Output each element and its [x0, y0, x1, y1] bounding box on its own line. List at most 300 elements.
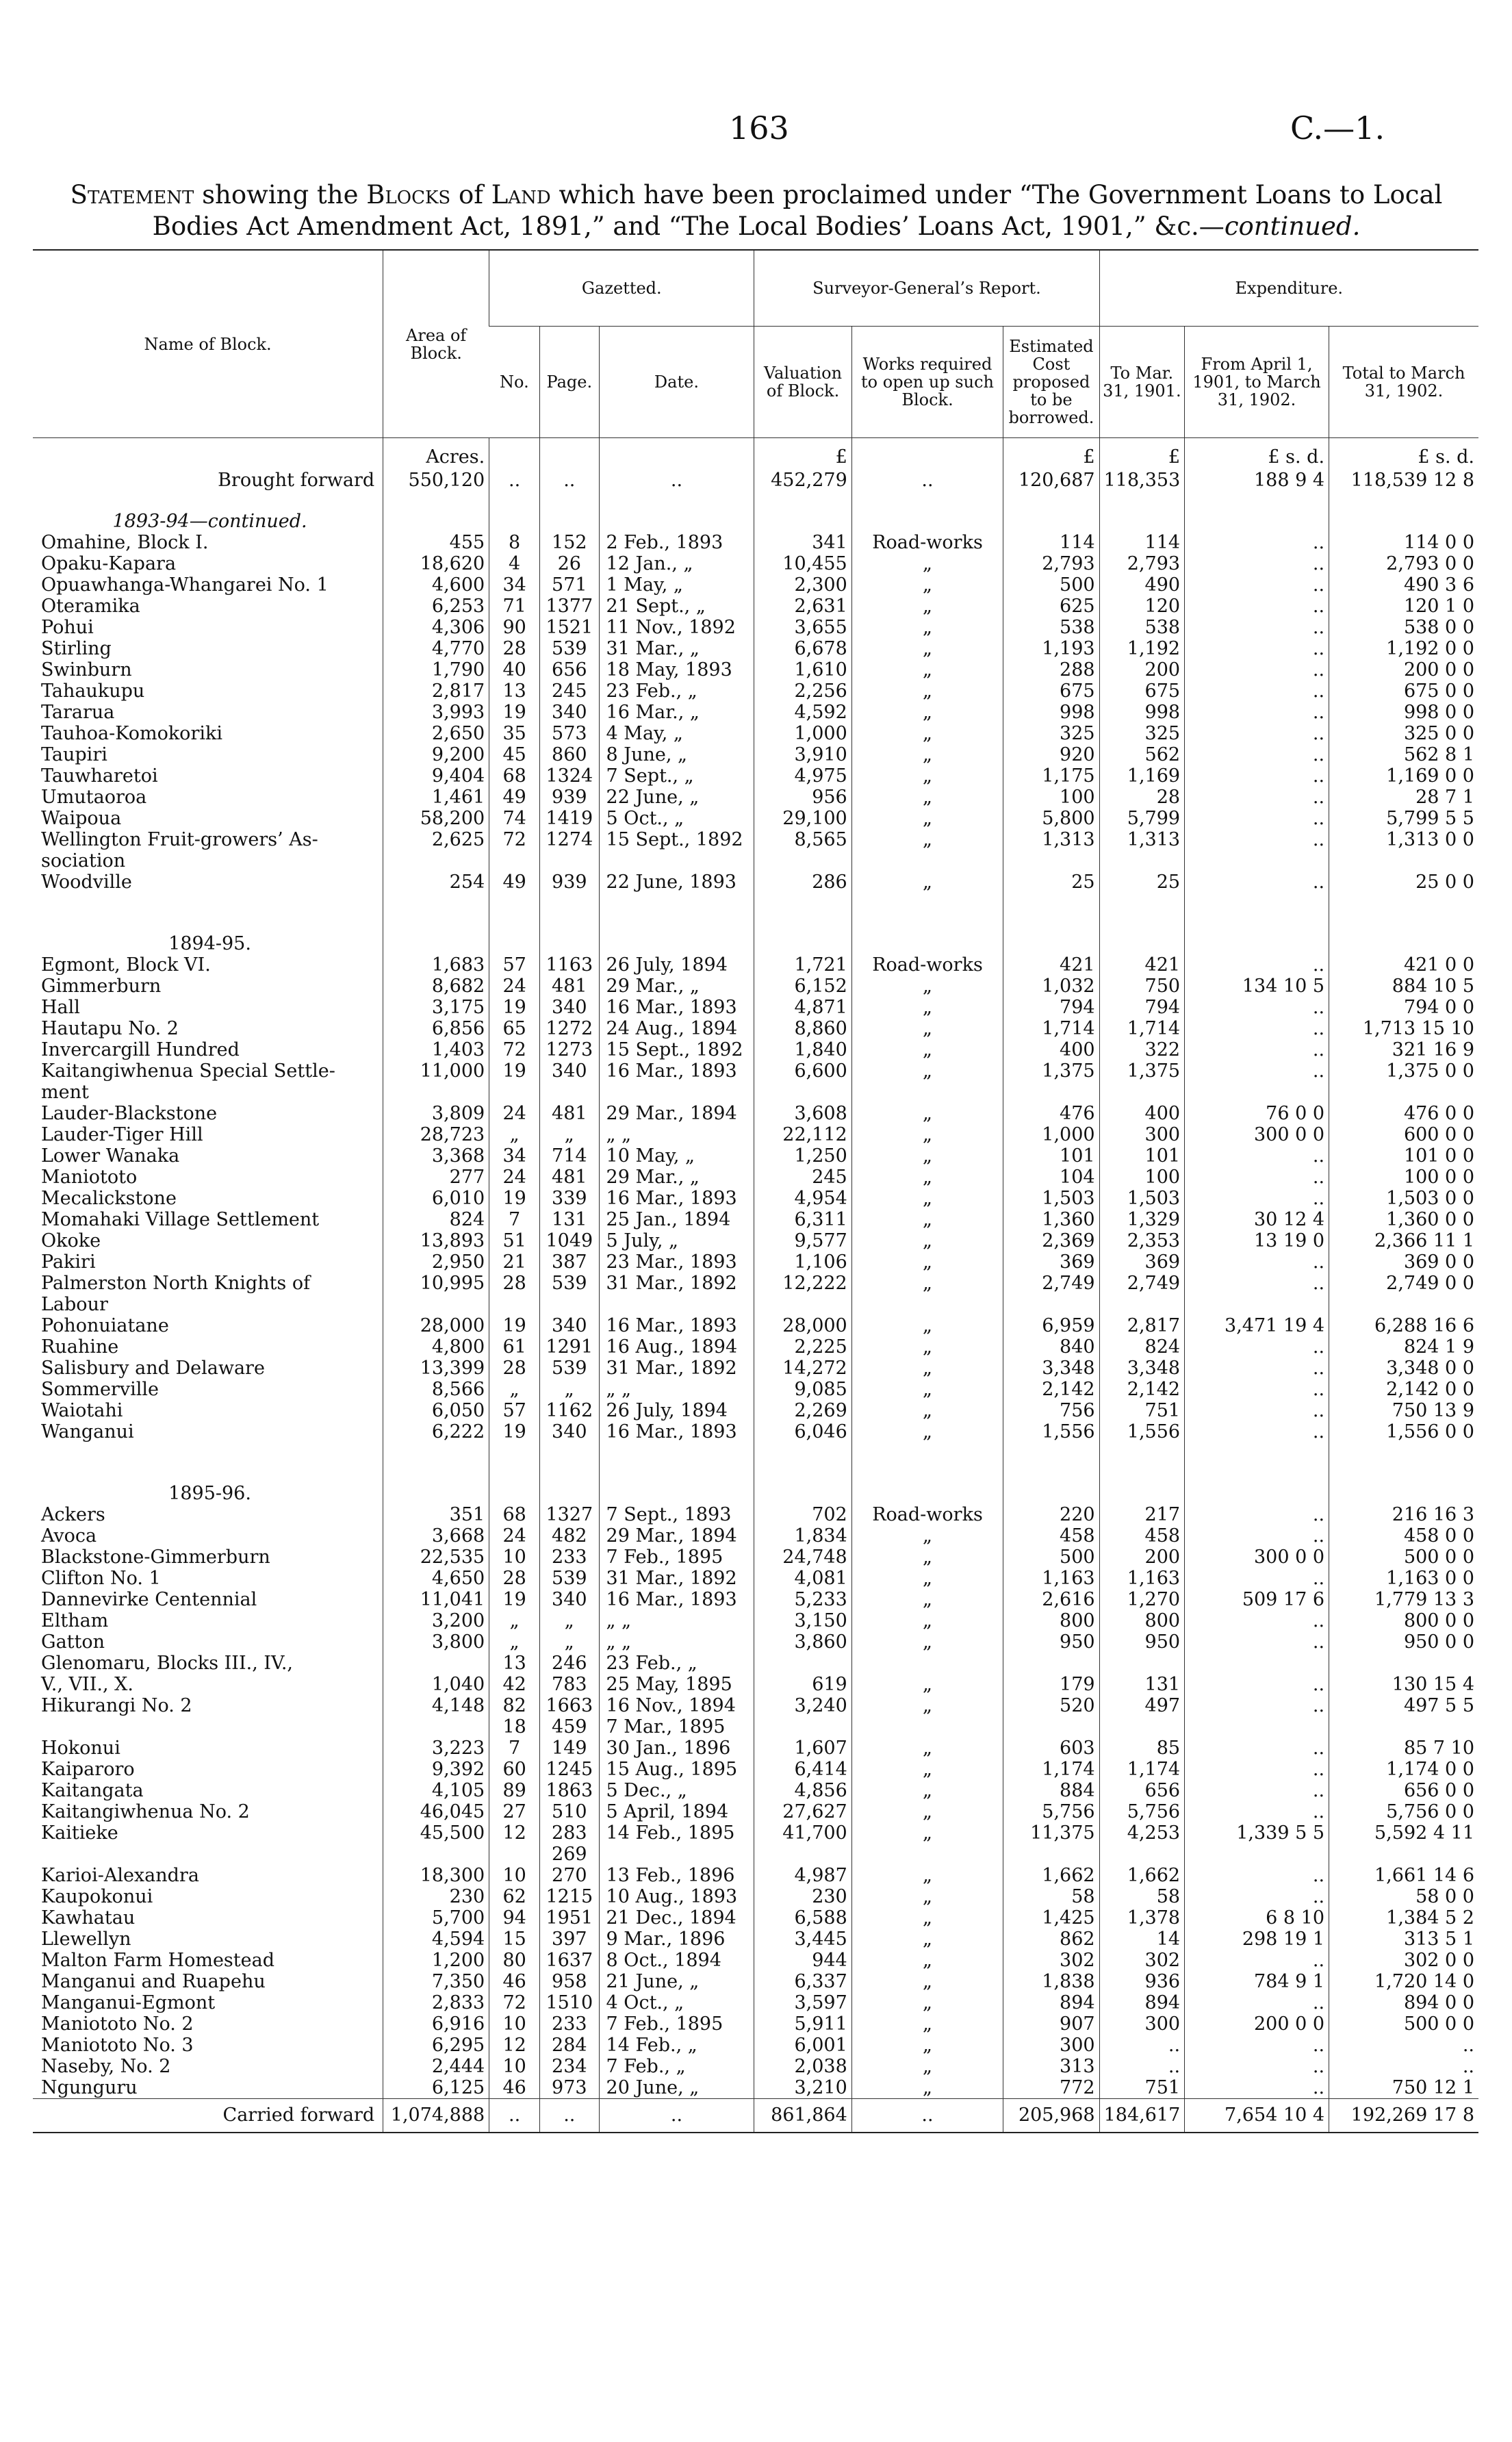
- cell-name: Kaiparoro: [41, 1759, 135, 1780]
- cell-val: 3,210: [754, 2077, 851, 2099]
- cell-works: [851, 1082, 1003, 1103]
- cell-val: [754, 1716, 851, 1738]
- title-land: Land: [491, 180, 551, 209]
- cell-from: ..: [1185, 2077, 1329, 2099]
- cell-page: 340: [540, 1060, 600, 1082]
- cell-works: „: [851, 1273, 1003, 1294]
- cell-works: „: [851, 1525, 1003, 1547]
- cell-val: 230: [754, 1886, 851, 1907]
- cell-area: 9,404: [383, 765, 489, 787]
- cell-no: 21: [489, 1251, 540, 1273]
- cell-to: 1,503: [1099, 1188, 1184, 1209]
- cell-area: 58,200: [383, 808, 489, 829]
- cell-val: 1,000: [754, 723, 851, 744]
- cell-val: 8,860: [754, 1018, 851, 1039]
- table-row: [33, 1759, 1478, 1780]
- cell-works: „: [851, 1950, 1003, 1971]
- cell-name: Naseby, No. 2: [41, 2056, 171, 2077]
- cell-area: 1,040: [383, 1674, 489, 1695]
- spacer-cell: [754, 893, 851, 913]
- cell-name: Wanganui: [41, 1421, 134, 1442]
- section-heading-cell: [1185, 913, 1329, 954]
- table-row: [33, 1822, 1478, 1844]
- cell-area: 9,200: [383, 744, 489, 765]
- cell-tot: 1,779 13 3: [1329, 1589, 1478, 1610]
- cell-page: 340: [540, 1589, 600, 1610]
- cell-date: 7 Feb., 1895: [599, 2013, 754, 2035]
- cell-to: 1,163: [1099, 1568, 1184, 1589]
- cell-name: Pakiri: [41, 1251, 96, 1273]
- cell-tot: 1,661 14 6: [1329, 1865, 1478, 1886]
- cell-page: 939: [540, 787, 600, 808]
- header-to-1901: To Mar. 31, 1901.: [1099, 327, 1184, 438]
- cell-to: [1099, 1716, 1184, 1738]
- cell-date: 25 Jan., 1894: [599, 1209, 754, 1230]
- cell-area: 6,222: [383, 1421, 489, 1442]
- cell-name: sociation: [41, 850, 126, 872]
- cell-area: 28,000: [383, 1315, 489, 1336]
- cell-area: 3,809: [383, 1103, 489, 1124]
- cell-name: Ackers: [41, 1504, 105, 1525]
- section-heading-cell: [1329, 1463, 1478, 1504]
- cell-date: 7 Mar., 1895: [599, 1716, 754, 1738]
- cell-date: 9 Mar., 1896: [599, 1929, 754, 1950]
- cell-val: 1,607: [754, 1738, 851, 1759]
- cell-to: 751: [1099, 1400, 1184, 1421]
- table-row: [33, 850, 1478, 872]
- cell-works: „: [851, 1188, 1003, 1209]
- cell-from: ..: [1185, 1610, 1329, 1631]
- cell-to: 300: [1099, 2013, 1184, 2035]
- cell-from: ..: [1185, 1801, 1329, 1822]
- cell-no: [489, 850, 540, 872]
- table-row: [33, 659, 1478, 681]
- cell-from: ..: [1185, 723, 1329, 744]
- cell-date: 26 July, 1894: [599, 1400, 754, 1421]
- cell-val: 9,577: [754, 1230, 851, 1251]
- cell-date: „ „: [599, 1379, 754, 1400]
- table-row: [33, 681, 1478, 702]
- cell-from: ..: [1185, 702, 1329, 723]
- cell-page: 26: [540, 553, 600, 574]
- section-heading-cell: [489, 491, 540, 532]
- cell-page: [540, 850, 600, 872]
- cell-works: „: [851, 808, 1003, 829]
- cell-to: 490: [1099, 574, 1184, 596]
- table-row: [33, 1209, 1478, 1230]
- cell-area: 4,105: [383, 1780, 489, 1801]
- cell-est: [1003, 1294, 1099, 1315]
- table-row: [33, 1145, 1478, 1167]
- section-heading-cell: [1003, 491, 1099, 532]
- spacer-cell: [1099, 893, 1184, 913]
- cell-area: 9,392: [383, 1759, 489, 1780]
- cell-page: 234: [540, 2056, 600, 2077]
- table-row: [33, 723, 1478, 744]
- table-row: [33, 2056, 1478, 2077]
- table-row: [33, 1568, 1478, 1589]
- cell-est: 920: [1003, 744, 1099, 765]
- table-row: [33, 1738, 1478, 1759]
- cell-no: 7: [489, 1209, 540, 1230]
- cell-to: 2,142: [1099, 1379, 1184, 1400]
- section-heading-cell: [754, 1463, 851, 1504]
- section-heading-cell: [1003, 1463, 1099, 1504]
- cell-from: [1185, 1716, 1329, 1738]
- cell-tot: [1329, 1294, 1478, 1315]
- cell-date: 31 Mar., 1892: [599, 1568, 754, 1589]
- section-heading-cell: [1185, 1463, 1329, 1504]
- cell-to: 656: [1099, 1780, 1184, 1801]
- cell-val: 5,911: [754, 2013, 851, 2035]
- cell-date: 12 Jan., „: [599, 553, 754, 574]
- cell-tot: 998 0 0: [1329, 702, 1478, 723]
- cell-to: 894: [1099, 1992, 1184, 2013]
- cell-page: 269: [540, 1844, 600, 1865]
- cell-name: Avoca: [41, 1525, 97, 1547]
- cell-tot: 1,163 0 0: [1329, 1568, 1478, 1589]
- cell-page: 958: [540, 1971, 600, 1992]
- cell-name: Kaitangiwhenua Special Settle-: [41, 1060, 335, 1082]
- cell-est: 2,793: [1003, 553, 1099, 574]
- cell-from: 6 8 10: [1185, 1907, 1329, 1929]
- cell-est: 862: [1003, 1929, 1099, 1950]
- cell-date: 24 Aug., 1894: [599, 1018, 754, 1039]
- cell-works: „: [851, 872, 1003, 893]
- cell-area: 6,253: [383, 596, 489, 617]
- cell-area: 45,500: [383, 1822, 489, 1844]
- cell-from: 76 0 0: [1185, 1103, 1329, 1124]
- cell-date: 5 April, 1894: [599, 1801, 754, 1822]
- cell-tot: ..: [1329, 2035, 1478, 2056]
- cf-est: 205,968: [1003, 2099, 1099, 2133]
- table-row: [33, 532, 1478, 553]
- cell-est: 840: [1003, 1336, 1099, 1358]
- cell-area: [383, 1653, 489, 1674]
- cell-name: Opaku-Kapara: [41, 553, 177, 574]
- cell-from: [1185, 850, 1329, 872]
- header-from-1901: From April 1, 1901, to March 31, 1902.: [1185, 327, 1329, 438]
- cell-to: 131: [1099, 1674, 1184, 1695]
- cell-from: ..: [1185, 829, 1329, 850]
- cell-to: 794: [1099, 997, 1184, 1018]
- header-works: Works required to open up such Block.: [851, 327, 1003, 438]
- cell-to: 5,756: [1099, 1801, 1184, 1822]
- cell-est: [1003, 1653, 1099, 1674]
- cell-area: 22,535: [383, 1547, 489, 1568]
- section-heading-cell: [540, 1463, 600, 1504]
- cell-no: 60: [489, 1759, 540, 1780]
- table-row: [33, 829, 1478, 850]
- title-lead: Statement: [70, 180, 194, 209]
- section-spacer: [33, 1442, 1478, 1463]
- spacer-cell: [33, 893, 383, 913]
- cell-to: 4,253: [1099, 1822, 1184, 1844]
- cell-name: Hokonui: [41, 1738, 120, 1759]
- cell-from: [1185, 1844, 1329, 1865]
- cell-from: ..: [1185, 1780, 1329, 1801]
- cell-page: 270: [540, 1865, 600, 1886]
- cell-works: „: [851, 1801, 1003, 1822]
- cell-no: 19: [489, 1421, 540, 1442]
- cell-est: 220: [1003, 1504, 1099, 1525]
- cell-date: 15 Aug., 1895: [599, 1759, 754, 1780]
- cell-works: „: [851, 1124, 1003, 1145]
- header-page: Page.: [540, 327, 600, 438]
- cell-no: 28: [489, 1568, 540, 1589]
- cell-area: 1,200: [383, 1950, 489, 1971]
- cell-page: 1951: [540, 1907, 600, 1929]
- cell-area: 351: [383, 1504, 489, 1525]
- table-row: [33, 976, 1478, 997]
- cell-val: 3,910: [754, 744, 851, 765]
- cell-area: 6,856: [383, 1018, 489, 1039]
- table-row: [33, 1992, 1478, 2013]
- cell-area: 2,950: [383, 1251, 489, 1273]
- cell-name: Kaitangiwhenua No. 2: [41, 1801, 250, 1822]
- cell-page: „: [540, 1124, 600, 1145]
- table-row: [33, 617, 1478, 638]
- unit-val: £: [754, 438, 851, 470]
- cell-page: 340: [540, 1421, 600, 1442]
- cell-val: 6,414: [754, 1759, 851, 1780]
- cell-area: 1,403: [383, 1039, 489, 1060]
- section-heading-cell: [599, 491, 754, 532]
- cell-date: 16 Aug., 1894: [599, 1336, 754, 1358]
- cell-date: 16 Mar., 1893: [599, 1188, 754, 1209]
- cell-est: 1,032: [1003, 976, 1099, 997]
- cell-from: ..: [1185, 1568, 1329, 1589]
- cell-works: „: [851, 1209, 1003, 1230]
- cell-tot: 500 0 0: [1329, 1547, 1478, 1568]
- cell-tot: 369 0 0: [1329, 1251, 1478, 1273]
- cell-tot: 321 16 9: [1329, 1039, 1478, 1060]
- table-row: [33, 553, 1478, 574]
- cell-val: 6,678: [754, 638, 851, 659]
- cell-name: Maniototo: [41, 1167, 138, 1188]
- cell-area: 13,893: [383, 1230, 489, 1251]
- cell-from: [1185, 1294, 1329, 1315]
- table-row: [33, 765, 1478, 787]
- cell-tot: [1329, 1082, 1478, 1103]
- cell-page: 481: [540, 1167, 600, 1188]
- table-row: [33, 1060, 1478, 1082]
- cell-est: 302: [1003, 1950, 1099, 1971]
- cell-works: „: [851, 1631, 1003, 1653]
- cell-name: Lower Wanaka: [41, 1145, 180, 1167]
- cell-name: Momahaki Village Settlement: [41, 1209, 320, 1230]
- cell-est: 1,662: [1003, 1865, 1099, 1886]
- table-row: [33, 997, 1478, 1018]
- cell-val: 2,038: [754, 2056, 851, 2077]
- cell-name: Malton Farm Homestead: [41, 1950, 274, 1971]
- cell-page: 246: [540, 1653, 600, 1674]
- cell-no: 61: [489, 1336, 540, 1358]
- cell-tot: 58 0 0: [1329, 1886, 1478, 1907]
- cell-to: [1099, 1082, 1184, 1103]
- cell-no: [489, 1294, 540, 1315]
- cell-val: 41,700: [754, 1822, 851, 1844]
- cf-works: ..: [851, 2099, 1003, 2133]
- cell-no: 57: [489, 1400, 540, 1421]
- section-heading-cell: [851, 913, 1003, 954]
- cell-name: Clifton No. 1: [41, 1568, 161, 1589]
- cell-to: 1,556: [1099, 1421, 1184, 1442]
- cell-to: 1,329: [1099, 1209, 1184, 1230]
- cell-from: 30 12 4: [1185, 1209, 1329, 1230]
- cell-from: ..: [1185, 681, 1329, 702]
- cell-no: „: [489, 1124, 540, 1145]
- cell-est: 884: [1003, 1780, 1099, 1801]
- cell-val: 29,100: [754, 808, 851, 829]
- cell-no: 90: [489, 617, 540, 638]
- cell-val: [754, 1844, 851, 1865]
- section-heading-row: [33, 1463, 1478, 1504]
- cell-to: 101: [1099, 1145, 1184, 1167]
- cell-date: 5 Dec., „: [599, 1780, 754, 1801]
- cell-from: ..: [1185, 1018, 1329, 1039]
- cell-no: [489, 1844, 540, 1865]
- brought-forward-row: [33, 470, 1478, 491]
- cell-date: 11 Nov., 1892: [599, 617, 754, 638]
- cell-date: 1 May, „: [599, 574, 754, 596]
- cell-date: 16 Mar., 1893: [599, 997, 754, 1018]
- cell-to: 1,375: [1099, 1060, 1184, 1082]
- cell-from: 509 17 6: [1185, 1589, 1329, 1610]
- cell-date: „ „: [599, 1124, 754, 1145]
- cell-val: 944: [754, 1950, 851, 1971]
- cell-from: ..: [1185, 997, 1329, 1018]
- cell-works: „: [851, 1780, 1003, 1801]
- cell-area: 2,817: [383, 681, 489, 702]
- cell-date: 7 Feb., „: [599, 2056, 754, 2077]
- cell-from: ..: [1185, 1886, 1329, 1907]
- bf-works: ..: [851, 470, 1003, 491]
- cf-name: Carried forward: [33, 2099, 383, 2133]
- header-total: Total to March 31, 1902.: [1329, 327, 1478, 438]
- section-heading: 1894-95.: [168, 933, 251, 954]
- table-row: [33, 808, 1478, 829]
- cell-area: 11,041: [383, 1589, 489, 1610]
- table-row: [33, 1610, 1478, 1631]
- cell-area: 3,175: [383, 997, 489, 1018]
- cell-to: 28: [1099, 787, 1184, 808]
- table-row: [33, 2077, 1478, 2099]
- cell-est: 1,425: [1003, 1907, 1099, 1929]
- cell-est: 1,313: [1003, 829, 1099, 850]
- cell-no: 89: [489, 1780, 540, 1801]
- cell-from: ..: [1185, 553, 1329, 574]
- cell-works: „: [851, 744, 1003, 765]
- cell-val: [754, 1294, 851, 1315]
- cell-page: 939: [540, 872, 600, 893]
- cell-works: „: [851, 553, 1003, 574]
- cell-date: 29 Mar., „: [599, 976, 754, 997]
- cell-val: 3,860: [754, 1631, 851, 1653]
- cell-works: [851, 1844, 1003, 1865]
- cell-est: 756: [1003, 1400, 1099, 1421]
- cell-name: Oteramika: [41, 596, 140, 617]
- section-heading-cell: [540, 491, 600, 532]
- table-row: [33, 596, 1478, 617]
- cell-area: 4,600: [383, 574, 489, 596]
- title-rest: which have been proclaimed under “The Government Loans to Local Bodies Act Amendment Act, 1891,” and “The Local Bodies’ Loans Act, 1901,” &c.—: [152, 180, 1443, 241]
- table-row: [33, 1801, 1478, 1822]
- spacer-cell: [851, 893, 1003, 913]
- cell-name: Ruahine: [41, 1336, 119, 1358]
- cell-no: 12: [489, 2035, 540, 2056]
- cell-area: 254: [383, 872, 489, 893]
- cell-area: 6,050: [383, 1400, 489, 1421]
- cell-val: 6,600: [754, 1060, 851, 1082]
- cell-works: „: [851, 1167, 1003, 1188]
- section-heading-row: [33, 491, 1478, 532]
- cell-val: 4,954: [754, 1188, 851, 1209]
- table-row: [33, 744, 1478, 765]
- table-row: [33, 1400, 1478, 1421]
- cell-works: „: [851, 997, 1003, 1018]
- cell-date: „ „: [599, 1631, 754, 1653]
- cell-date: 15 Sept., 1892: [599, 829, 754, 850]
- cell-area: 10,995: [383, 1273, 489, 1294]
- cell-est: 1,503: [1003, 1188, 1099, 1209]
- cell-no: 28: [489, 638, 540, 659]
- cell-name: Dannevirke Centennial: [41, 1589, 257, 1610]
- cell-date: 31 Mar., „: [599, 638, 754, 659]
- cell-name: Tahaukupu: [41, 681, 145, 702]
- table-row: [33, 1674, 1478, 1695]
- cell-no: 12: [489, 1822, 540, 1844]
- cell-from: 298 19 1: [1185, 1929, 1329, 1950]
- cell-no: 24: [489, 976, 540, 997]
- cell-to: 458: [1099, 1525, 1184, 1547]
- cell-area: 3,223: [383, 1738, 489, 1759]
- cell-area: 8,682: [383, 976, 489, 997]
- cell-est: 6,959: [1003, 1315, 1099, 1336]
- cell-name: ment: [41, 1082, 89, 1103]
- cell-tot: 1,384 5 2: [1329, 1907, 1478, 1929]
- cell-tot: 750 13 9: [1329, 1400, 1478, 1421]
- cell-area: 6,916: [383, 2013, 489, 2035]
- cell-from: ..: [1185, 872, 1329, 893]
- cell-from: ..: [1185, 1060, 1329, 1082]
- cell-page: [540, 1294, 600, 1315]
- cell-from: ..: [1185, 1039, 1329, 1060]
- cell-est: 288: [1003, 659, 1099, 681]
- section-heading-cell: [1185, 491, 1329, 532]
- cell-name: Invercargill Hundred: [41, 1039, 240, 1060]
- title-of: of: [458, 180, 483, 209]
- cell-to: 1,313: [1099, 829, 1184, 850]
- cell-date: 7 Sept., „: [599, 765, 754, 787]
- cell-date: [599, 1294, 754, 1315]
- cell-works: „: [851, 574, 1003, 596]
- cell-from: 134 10 5: [1185, 976, 1329, 997]
- cell-page: 131: [540, 1209, 600, 1230]
- cell-est: 5,800: [1003, 808, 1099, 829]
- cell-to: 400: [1099, 1103, 1184, 1124]
- cell-works: „: [851, 1971, 1003, 1992]
- cell-name: Wellington Fruit-growers’ As-: [41, 829, 318, 850]
- cell-name: Taupiri: [41, 744, 107, 765]
- cell-tot: 794 0 0: [1329, 997, 1478, 1018]
- cell-to: 675: [1099, 681, 1184, 702]
- cell-no: 10: [489, 1865, 540, 1886]
- table-row: [33, 1294, 1478, 1315]
- cell-to: 824: [1099, 1336, 1184, 1358]
- cell-val: 27,627: [754, 1801, 851, 1822]
- cell-est: 58: [1003, 1886, 1099, 1907]
